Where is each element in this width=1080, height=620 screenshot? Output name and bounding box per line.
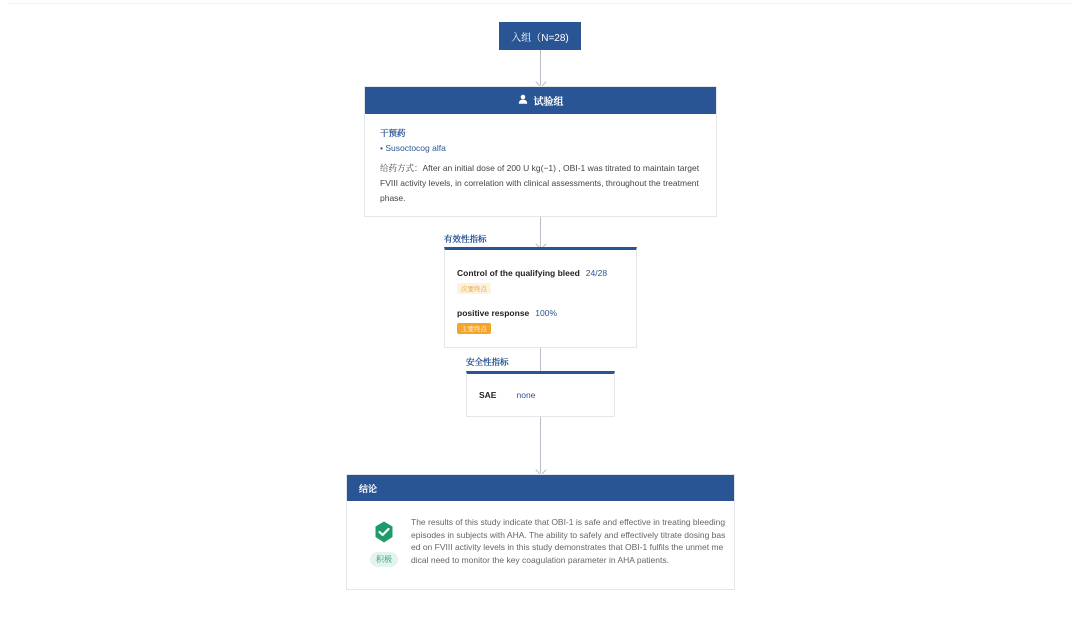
- enrollment-label: 入组（N=28): [511, 32, 569, 44]
- shield-check-icon: [374, 530, 394, 547]
- conclusion-card: [346, 474, 735, 590]
- enrollment-node[interactable]: [499, 22, 581, 50]
- conclusion-status: [369, 521, 399, 567]
- efficacy-item: [457, 308, 624, 336]
- secondary-endpoint-tag: 次要终点: [457, 283, 491, 294]
- drug-name: • Susoctocog alfa: [380, 143, 446, 153]
- safety-title: 安全性指标: [466, 357, 509, 367]
- primary-endpoint-tag: 主要终点: [457, 323, 491, 334]
- safety-card: [466, 371, 615, 417]
- efficacy-item-value: 100%: [535, 308, 558, 318]
- efficacy-card: [444, 247, 637, 348]
- conclusion-text: The results of this study indicate that OBI-1 is safe and effective in treating bleeding episodes in subjects with AHA. The ability to safely and effectively titrate dosing based on FVIII activity levels in this study demonstrates that OBI-1 fulfils the unmet medical need to monitor the key coagulation parameter in AHA patients.: [411, 517, 726, 565]
- conclusion-title: 结论: [359, 483, 378, 494]
- positive-badge: 积极: [370, 552, 398, 567]
- trial-group-title: 试验组: [533, 97, 564, 108]
- administration-text: 给药方式：After an initial dose of 200 U kg(−1) , OBI-1 was titrated to maintain target FVIII activity levels, in correlation with clinical assessments, throughout the treatment phase.: [380, 163, 700, 203]
- intervention-title: 干预药: [380, 128, 406, 138]
- trial-group-header: [365, 87, 716, 114]
- connector-efficacy-safety: [540, 348, 541, 371]
- safety-item-value: none: [516, 390, 536, 400]
- efficacy-item-name: Control of the qualifying bleed: [457, 268, 580, 278]
- efficacy-title: 有效性指标: [444, 234, 487, 244]
- efficacy-item-name: positive response: [457, 308, 530, 318]
- trial-group-card: [364, 86, 717, 217]
- safety-item-name: SAE: [479, 390, 497, 400]
- top-divider: [8, 3, 1072, 4]
- user-icon: [518, 94, 528, 107]
- conclusion-header: [347, 475, 734, 501]
- efficacy-item: [457, 268, 624, 296]
- safety-item: [479, 390, 602, 400]
- efficacy-item-value: 24/28: [585, 268, 608, 278]
